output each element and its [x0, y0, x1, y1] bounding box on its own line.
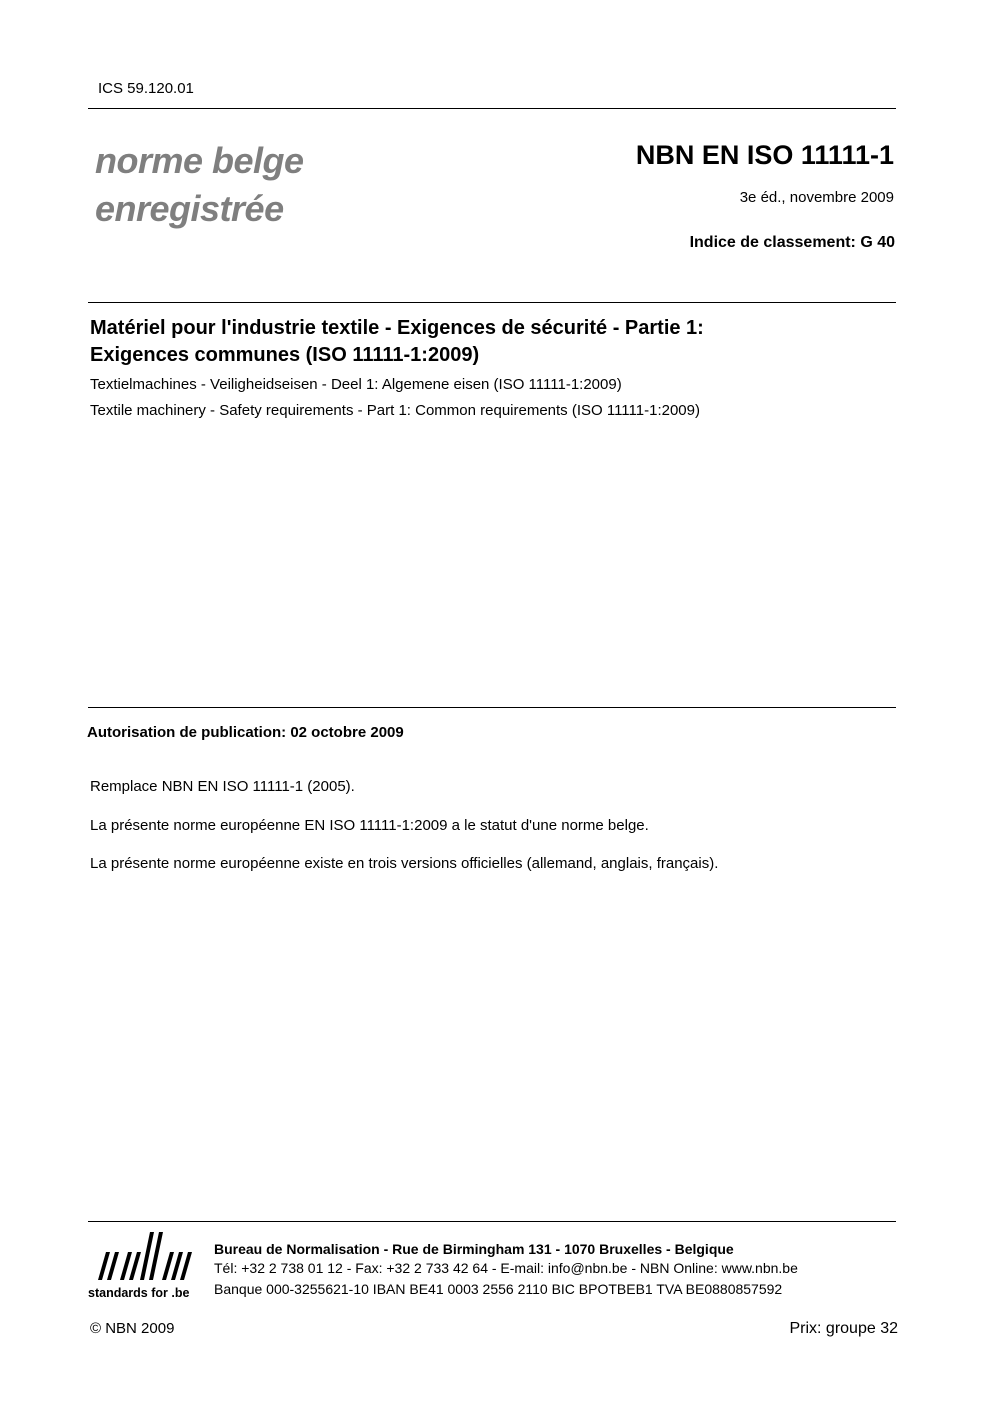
footer-divider: [88, 1221, 896, 1222]
copyright: © NBN 2009: [90, 1320, 175, 1337]
header-divider: [88, 108, 896, 109]
ics-code: ICS 59.120.01: [98, 80, 194, 97]
title-en: Textile machinery - Safety requirements - Part 1: Common requirements (ISO 11111-1:2009): [90, 402, 700, 419]
document-title-fr: [90, 315, 704, 369]
brand-line-1: norme belge: [95, 140, 304, 181]
versions-note: La présente norme européenne existe en trois versions officielles (allemand, anglais, français).: [90, 855, 719, 872]
nbn-logo-mark: [88, 1228, 200, 1284]
edition-date: 3e éd., novembre 2009: [739, 189, 894, 206]
publication-authorization: Autorisation de publication: 02 octobre 2009: [87, 724, 404, 741]
logo-tagline: standards for .be: [88, 1286, 190, 1300]
footer-contact: Tél: +32 2 738 01 12 - Fax: +32 2 733 42 64 - E-mail: info@nbn.be - NBN Online: www.nbn.be: [214, 1260, 798, 1276]
title-divider: [88, 302, 896, 303]
replaces-note: Remplace NBN EN ISO 11111-1 (2005).: [90, 778, 355, 795]
footer-address: Bureau de Normalisation - Rue de Birmingham 131 - 1070 Bruxelles - Belgique: [214, 1241, 734, 1257]
footer-bank: Banque 000-3255621-10 IBAN BE41 0003 2556 2110 BIC BPOTBEB1 TVA BE0880857592: [214, 1281, 783, 1297]
standard-number: NBN EN ISO 11111-1: [635, 140, 894, 170]
status-note: La présente norme européenne EN ISO 11111-1:2009 a le statut d'une norme belge.: [90, 817, 649, 834]
brand-line-2: enregistrée: [95, 188, 284, 229]
title-fr-line-1: Matériel pour l'industrie textile - Exigences de sécurité - Partie 1:: [90, 317, 704, 339]
body-divider: [88, 707, 896, 708]
nbn-logo: [88, 1228, 200, 1304]
price-group: Prix: groupe 32: [789, 1320, 898, 1337]
title-fr-line-2: Exigences communes (ISO 11111-1:2009): [90, 344, 480, 366]
title-nl: Textielmachines - Veiligheidseisen - Deel 1: Algemene eisen (ISO 11111-1:2009): [90, 376, 622, 393]
classification-index: Indice de classement: G 40: [689, 234, 895, 251]
